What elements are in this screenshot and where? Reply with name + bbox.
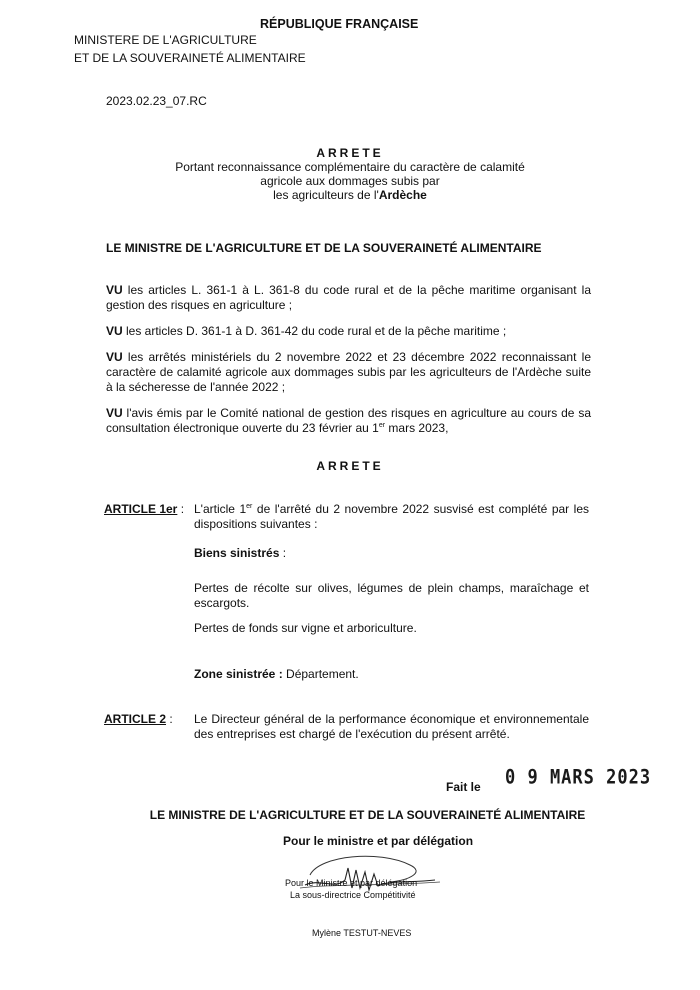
stamp-line-2: La sous-directrice Compétitivité — [290, 890, 416, 900]
superscript: er — [246, 503, 253, 510]
article-1-colon: : — [177, 502, 185, 516]
biens-sinistres — [194, 546, 286, 561]
article-1-text — [194, 502, 589, 532]
vu-paragraph-1 — [106, 283, 591, 313]
signatory-name: Mylène TESTUT-NEVES — [312, 928, 412, 938]
title-line-2: agricole aux dommages subis par — [260, 174, 440, 188]
vu-text: les arrêtés ministériels du 2 novembre 2022 et 23 décembre 2022 reconnaissant le caractère de calamité agricole aux dommages subis par les agriculteurs de l'Ardèche suite à la sécheresse de l'année 2022 ; — [106, 350, 591, 394]
vu-paragraph-4 — [106, 406, 591, 436]
signature-minister: LE MINISTRE DE L'AGRICULTURE ET DE LA SOUVERAINETÉ ALIMENTAIRE — [149, 808, 586, 822]
pertes-recolte: Pertes de récolte sur olives, légumes de plein champs, maraîchage et escargots. — [194, 581, 589, 610]
article-1-label — [104, 502, 184, 517]
vu-text: les articles L. 361-1 à L. 361-8 du code rural et de la pêche maritime organisant la gestion des risques en agriculture ; — [106, 283, 591, 312]
article-1-title: ARTICLE 1er — [104, 502, 178, 516]
article-2-text: Le Directeur général de la performance économique et environnementale des entreprises est chargé de l'exécution du présent arrêté. — [194, 712, 589, 741]
superscript: er — [378, 422, 386, 429]
article-1-text-b: de l'arrêté du 2 novembre 2022 susvisé est complété par les dispositions suivantes : — [194, 502, 589, 531]
republic-heading: RÉPUBLIQUE FRANÇAISE — [260, 17, 419, 31]
arrete-heading: ARRETE — [316, 459, 384, 473]
article-2-colon: : — [166, 712, 173, 726]
article-1-text-a: L'article 1 — [194, 502, 247, 516]
article-2-title: ARTICLE 2 — [104, 712, 167, 726]
ministry-line-2: ET DE LA SOUVERAINETÉ ALIMENTAIRE — [74, 51, 306, 65]
vu-keyword: VU — [106, 350, 123, 364]
document-title: ARRETE — [316, 146, 384, 160]
vu-paragraph-3 — [106, 350, 591, 395]
biens-sinistres-label: Biens sinistrés — [194, 546, 280, 560]
title-department: Ardèche — [378, 188, 427, 202]
title-line-3-prefix: les agriculteurs de l' — [273, 188, 379, 202]
article-2-label — [104, 712, 173, 727]
vu-text-end: mars 2023, — [385, 421, 449, 435]
signature-delegation: Pour le ministre et par délégation — [283, 834, 474, 848]
minister-heading: LE MINISTRE DE L'AGRICULTURE ET DE LA SOUVERAINETÉ ALIMENTAIRE — [106, 241, 542, 255]
vu-keyword: VU — [106, 406, 123, 420]
title-line-1: Portant reconnaissance complémentaire du caractère de calamité — [175, 160, 525, 174]
vu-text: les articles D. 361-1 à D. 361-42 du code rural et de la pêche maritime ; — [122, 324, 507, 338]
date-stamp: 0 9 MARS 2023 — [505, 766, 652, 790]
stamp-line-1: Pour le Ministre et par délégation — [285, 878, 418, 888]
zone-sinistree-label: Zone sinistrée : — [194, 667, 283, 681]
vu-keyword: VU — [106, 283, 123, 297]
reference-number: 2023.02.23_07.RC — [106, 94, 207, 108]
biens-sinistres-colon: : — [279, 546, 287, 560]
title-line-3 — [0, 188, 700, 203]
ministry-line-1: MINISTERE DE L'AGRICULTURE — [74, 33, 257, 47]
vu-keyword: VU — [106, 324, 123, 338]
vu-text: l'avis émis par le Comité national de gestion des risques en agriculture au cours de sa consultation électronique ouverte du 23 février au 1 — [106, 406, 591, 435]
zone-sinistree — [194, 667, 359, 682]
zone-sinistree-value: Département. — [282, 667, 359, 681]
pertes-fonds: Pertes de fonds sur vigne et arboriculture. — [194, 621, 417, 635]
vu-paragraph-2 — [106, 324, 591, 339]
fait-le: Fait le — [446, 780, 481, 794]
